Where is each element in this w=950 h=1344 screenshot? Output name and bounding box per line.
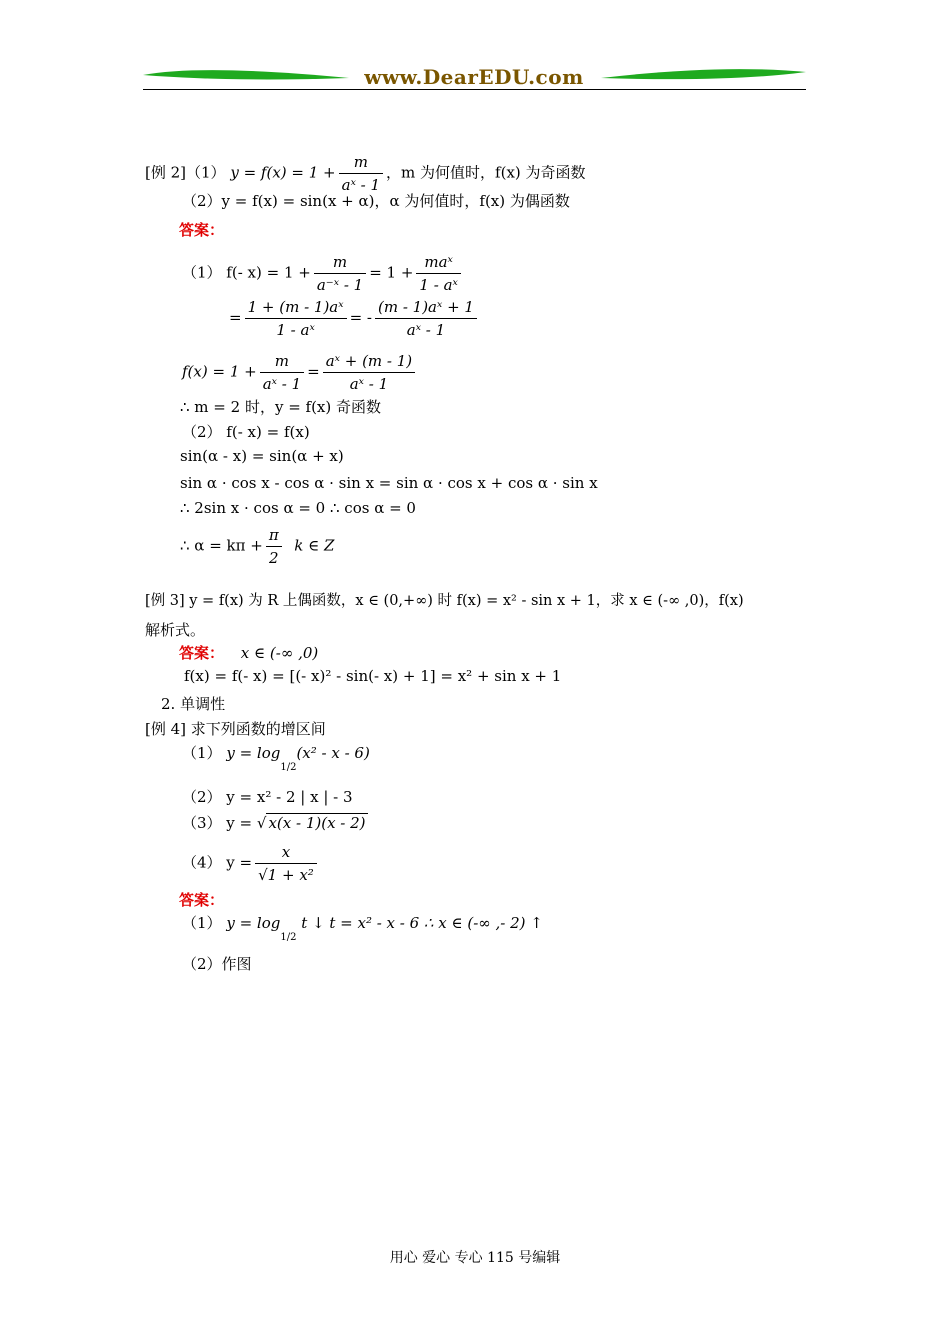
site-logo: www.DearEDU.com [364, 65, 584, 89]
fraction [339, 153, 383, 194]
page-header [143, 62, 806, 92]
solution-line [180, 526, 334, 567]
numerator: x [255, 843, 317, 864]
answer-label: 答案： [179, 221, 225, 239]
math-expr: = - [349, 308, 372, 327]
section-heading: 2. 单调性 [161, 695, 226, 713]
math-expr: （3） y = √ [182, 814, 267, 832]
problem-2: （2） y = x² - 2 | x | - 3 [182, 788, 353, 806]
fraction [416, 253, 460, 294]
header-rule [143, 89, 806, 90]
math-expr: ∴ α = kπ + [180, 536, 263, 555]
solution-line: sin(α - x) = sin(α + x) [180, 447, 344, 465]
problem-3 [182, 813, 368, 832]
fraction [245, 298, 347, 339]
example-3-question: [例 3] y = f(x) 为 R 上偶函数，x ∈ (0,+∞) 时 f(x) = x² - sin x + 1，求 x ∈ (-∞ ,0)，f(x) [145, 593, 744, 609]
page-footer: 用心 爱心 专心 115 号编辑 [389, 1250, 561, 1266]
numerator: π [266, 526, 282, 547]
math-expr: f(x) = 1 + [182, 362, 257, 381]
math-expr: x ∈ (-∞ ,0) [240, 644, 319, 662]
problem-4 [182, 843, 320, 884]
solution-line: sin α · cos x - cos α · sin x = sin α · cos x + cos α · sin x [180, 474, 598, 492]
solution-line [229, 298, 480, 339]
numerator: 1 + (m - 1)aˣ [245, 298, 347, 319]
answer-label: 答案： [179, 891, 225, 909]
example-2-label: [例 2]（1） [145, 163, 226, 182]
numerator: maˣ [416, 253, 460, 274]
denominator: aˣ - 1 [349, 375, 389, 393]
problem-1 [182, 744, 370, 773]
fraction [314, 253, 366, 294]
math-expr: （4） y = [182, 853, 253, 872]
numerator: m [339, 153, 383, 174]
denominator: √1 + x² [258, 866, 314, 884]
fraction [255, 843, 317, 884]
math-expr: (x² - x - 6) [296, 744, 370, 762]
solution-line: （2）作图 [182, 955, 252, 973]
left-swoosh-decoration [143, 66, 349, 84]
denominator: aˣ - 1 [406, 321, 446, 339]
log-base: 1/2 [280, 762, 297, 773]
math-expr: （1） f(- x) = 1 + [182, 263, 311, 282]
denominator: a⁻ˣ - 1 [316, 276, 364, 294]
fraction [375, 298, 477, 339]
math-expr: y = log [226, 914, 281, 932]
denominator: 1 - aˣ [276, 321, 315, 339]
example-2-question-2: （2）y = f(x) = sin(x + α)，α 为何值时，f(x) 为偶函数 [182, 192, 570, 210]
solution-line: f(x) = f(- x) = [(- x)² - sin(- x) + 1] = x² + sin x + 1 [184, 667, 562, 685]
example-2-question-1 [145, 153, 586, 194]
question-text: ，m 为何值时，f(x) 为奇函数 [386, 163, 586, 182]
solution-line [182, 253, 464, 294]
item-number: （1） [182, 744, 222, 762]
denominator: aˣ - 1 [262, 375, 302, 393]
solution-line: ∴ 2sin x · cos α = 0 ∴ cos α = 0 [180, 499, 416, 517]
log-base: 1/2 [280, 932, 297, 943]
denominator: aˣ - 1 [341, 176, 381, 194]
answer-line [179, 644, 318, 662]
math-expr: = 1 + [369, 263, 414, 282]
radicand: x(x - 1)(x - 2) [268, 814, 366, 832]
solution-line [182, 352, 418, 393]
solution-line: ∴ m = 2 时，y = f(x) 奇函数 [180, 398, 382, 416]
item-number: （1） [182, 914, 222, 932]
math-expr: y = log [226, 744, 281, 762]
math-expr: k ∈ Z [294, 536, 335, 555]
example-4-title: [例 4] 求下列函数的增区间 [145, 720, 326, 738]
denominator: 1 - aˣ [419, 276, 458, 294]
example-3-question-cont: 解析式。 [145, 621, 206, 639]
math-expr: y = f(x) = 1 + [230, 163, 336, 182]
numerator: m [260, 352, 304, 373]
fraction [323, 352, 415, 393]
answer-label: 答案： [179, 644, 225, 662]
right-swoosh-decoration [601, 66, 806, 84]
solution-line: （2） f(- x) = f(x) [182, 423, 310, 441]
math-expr: = [229, 308, 242, 327]
denominator: 2 [269, 549, 279, 567]
numerator: (m - 1)aˣ + 1 [375, 298, 477, 319]
numerator: aˣ + (m - 1) [323, 352, 415, 373]
fraction [260, 352, 304, 393]
math-expr: = [307, 362, 320, 381]
solution-line [182, 914, 543, 943]
numerator: m [314, 253, 366, 274]
math-expr: t ↓ t = x² - x - 6 ∴ x ∈ (-∞ ,- 2) ↑ [301, 914, 543, 932]
fraction [266, 526, 282, 567]
